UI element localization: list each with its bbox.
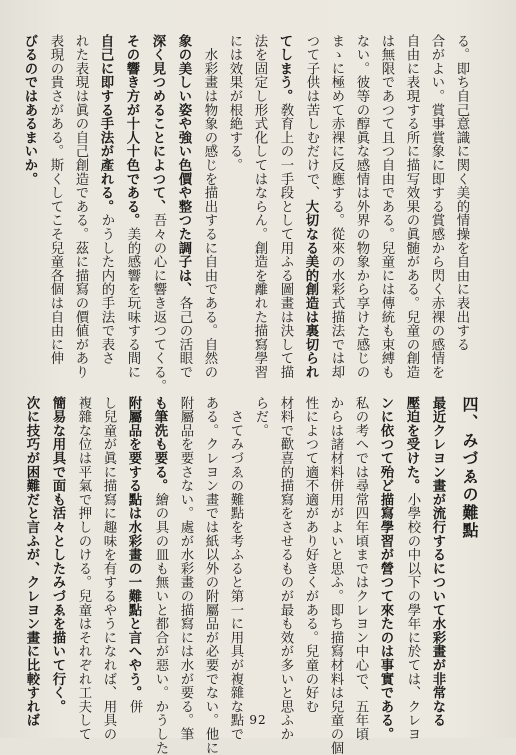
text-line bbox=[222, 34, 247, 348]
text-line bbox=[449, 34, 474, 352]
text-line bbox=[96, 396, 121, 741]
text-line bbox=[374, 34, 399, 379]
text-line bbox=[272, 34, 298, 379]
text-line bbox=[373, 396, 399, 741]
bold-text-segment: 大切なる美的創造は裏切られ bbox=[303, 199, 319, 380]
text-line bbox=[399, 34, 424, 379]
text-line bbox=[171, 34, 197, 380]
text-line bbox=[424, 34, 449, 379]
bold-text-segment: 附屬品を要する點は水彩畫の一難點と言へやう。 bbox=[126, 396, 142, 700]
text-segment: 繪の具の皿も無いと都合が惡い。かうした bbox=[153, 492, 168, 755]
text-segment: には效果が根絶する。 bbox=[227, 34, 242, 172]
bold-text-segment: その響き方が十人十色である。 bbox=[124, 34, 140, 228]
text-segment: 併 bbox=[127, 699, 142, 714]
bold-text-segment: 壓迫を受けた。 bbox=[404, 396, 420, 493]
text-segment: らだ。 bbox=[253, 396, 268, 438]
text-line bbox=[19, 396, 45, 728]
bold-text-segment: ンに依つて殆ど描寫學習が營つて來たのは事實である。 bbox=[378, 396, 394, 741]
text-segment: は無限であつて且つ自由である。兒童には傳統も束縛も bbox=[379, 34, 394, 379]
bold-text-segment: 深く見つめることによつて、 bbox=[150, 34, 166, 214]
text-line bbox=[348, 396, 373, 741]
bold-text-segment: てしまう。 bbox=[277, 34, 293, 103]
text-line bbox=[248, 396, 273, 702]
text-line bbox=[247, 34, 272, 379]
text-segment: 法を固定し形式化してはならん。創造を離れた描寫學習 bbox=[252, 34, 267, 379]
text-segment: まゝに極めて赤裸に反應する。從來の水彩式描法では却 bbox=[329, 34, 344, 379]
section-heading: 四、みづゑの難點 bbox=[460, 396, 479, 540]
text-line bbox=[198, 396, 223, 755]
text-segment: 吾々の心に響き返つてくる。 bbox=[151, 213, 166, 393]
text-segment: 材料で歡喜的描寫をさせるものが最も效が多いと思ふか bbox=[278, 396, 293, 741]
text-segment: 水彩畫は物象の感じを描出するに自由である。自然の bbox=[202, 34, 217, 379]
text-line bbox=[425, 396, 451, 728]
text-line bbox=[298, 34, 324, 380]
page-number: 92 bbox=[249, 713, 267, 727]
bold-text-segment: びるのではあるまいか。 bbox=[22, 34, 38, 186]
text-line bbox=[223, 396, 248, 741]
text-line bbox=[298, 396, 323, 714]
bold-text-segment: 簡易な用具で面も活々としたみづゑを描いて行く。 bbox=[50, 396, 66, 714]
text-segment: 性によつて適不適があり好きくがある。兒童の好む bbox=[303, 396, 318, 714]
text-segment: からは諸材料併用がよいと思ふ。即ち描寫材料は兒童の個 bbox=[328, 396, 343, 755]
text-segment: る。即ち自己意識に関く美的情操を自由に表出する bbox=[454, 34, 469, 352]
text-line bbox=[324, 34, 349, 379]
bold-text-segment: 最近クレヨン畫が流行するについて水彩畫が非常なる bbox=[430, 396, 446, 728]
text-line bbox=[45, 396, 71, 714]
text-line bbox=[349, 34, 374, 379]
text-line bbox=[121, 396, 147, 714]
text-segment: 敎育上の一手段として用ふる圖畫は決して描 bbox=[278, 103, 293, 379]
text-segment: 合がよい。賞事賞象に即する賞感から閃く赤裸の感情を bbox=[429, 34, 444, 379]
bold-text-segment: 自己に即する手法が產れる。 bbox=[98, 34, 114, 214]
text-segment: 自由に表現する所に描写效果の眞髄がある。兒童の創造 bbox=[404, 34, 419, 379]
text-segment: かうした内的手法で表さ bbox=[99, 213, 114, 366]
text-segment: し兒童が眞に描寫に趣味を有するやうになれば、用具の bbox=[101, 396, 116, 741]
text-segment: 附屬品を要さない。處が水彩畫の描寫には水が要る。筆 bbox=[178, 396, 193, 741]
text-line bbox=[323, 396, 348, 755]
text-segment: 美的感響を玩味する間に bbox=[125, 227, 140, 380]
bold-text-segment: 象の美しい姿や強い色價や整つた調子は、 bbox=[176, 34, 192, 297]
text-segment: 各己の活眼で bbox=[177, 296, 192, 380]
text-line bbox=[173, 396, 198, 741]
text-line bbox=[273, 396, 298, 741]
text-segment: ある。クレヨン畫では紙以外の附屬品が必要でない。他に bbox=[203, 396, 218, 755]
text-line bbox=[71, 396, 96, 741]
text-line bbox=[399, 396, 425, 742]
text-line bbox=[68, 34, 93, 379]
text-line bbox=[197, 34, 222, 379]
text-line bbox=[93, 34, 119, 366]
text-line bbox=[145, 34, 171, 393]
text-segment: れた表現は眞の自己創造である。茲に描寫の價値があり bbox=[73, 34, 88, 379]
text-segment: 表現の貴さがある。斯くしてこそ兒童各個は自由に伸 bbox=[48, 34, 63, 366]
text-segment: 私の考へでは尋常四年頃まではクレヨン中心で、五年頃 bbox=[353, 396, 368, 741]
text-segment: ない。彼等の醇眞な感情は外界の物象から享けた感じの bbox=[354, 34, 369, 379]
text-segment: さてみづゑの難點を考ふると第一に用具が複雜な點で bbox=[228, 396, 243, 741]
text-line bbox=[17, 34, 43, 348]
text-line bbox=[43, 34, 68, 366]
text-segment: つて子供は苦しむだけで、 bbox=[304, 34, 319, 200]
text-segment: 複雜な位は平氣で押しのける。兒童はそれぞれ工夫して bbox=[76, 396, 91, 741]
text-line bbox=[119, 34, 145, 380]
bold-text-segment: も筆洗も要る。 bbox=[152, 396, 168, 493]
text-segment: 小學校の中以下の學年に於ては、クレヨ bbox=[405, 492, 420, 742]
top-text-block bbox=[17, 34, 474, 393]
bold-text-segment: 次に技巧が困難だと言ふが、クレヨン畫に比較すれば bbox=[24, 396, 40, 728]
text-line bbox=[147, 396, 173, 755]
